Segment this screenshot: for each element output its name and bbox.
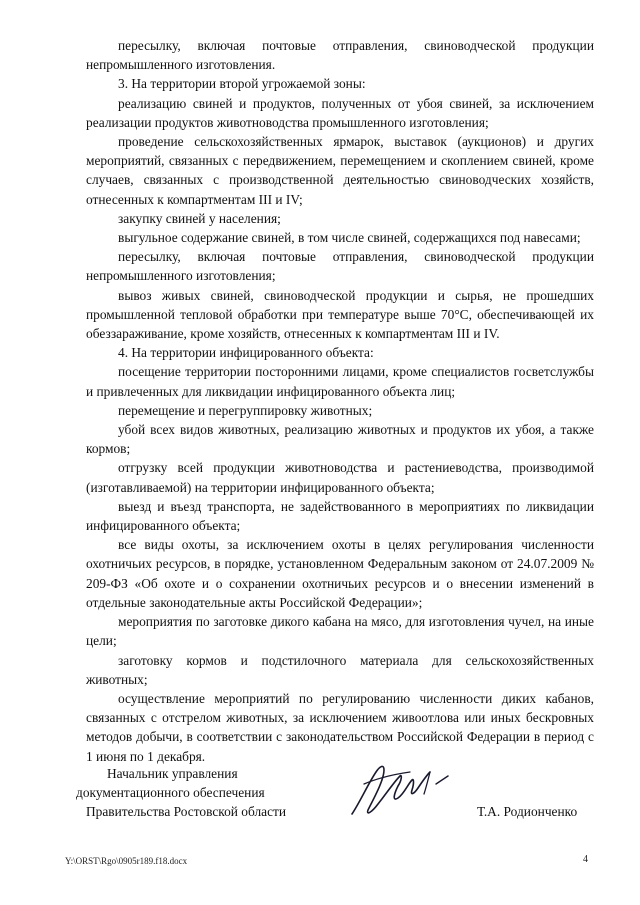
paragraph: все виды охоты, за исключением охоты в целях регулирования численности охотничьих ресурсов, в порядке, установленном Федеральным законом от 24.07.2009 № 209-ФЗ «Об охоте и о сохранении охотничьих ресурсов и о внесении изменений в отдельные законодательные акты Российской Федерации»; <box>86 537 594 610</box>
signatory-position-line: Правительства Ростовской области <box>86 804 287 819</box>
signatory-position-line: документационного обеспечения <box>76 785 265 800</box>
paragraph: заготовку кормов и подстилочного материала для сельскохозяйственных животных; <box>86 652 594 687</box>
paragraph: мероприятия по заготовке дикого кабана на мясо, для изготовления чучел, на иные цели; <box>86 614 594 649</box>
signatory-name: Т.А. Родионченко <box>477 804 578 819</box>
handwritten-signature <box>338 754 458 826</box>
paragraph: закупку свиней у населения; <box>118 210 281 226</box>
paragraph: осуществление мероприятий по регулированию численности диких кабанов, связанных с отстрелом животных, за исключением живоотлова или иных бескровных методов добычи, в соответствии с законодательством Российской Федерации в период с 1 июня по 1 декабря. <box>86 690 594 764</box>
paragraph: проведение сельскохозяйственных ярмарок, выставок (аукционов) и других мероприятий, связанных с передвижением, перемещением и скоплением свиней, кроме случаев, связанных с производственной деятельностью свиноводческих хозяйств, отнесенных к компартментам III и IV; <box>86 134 594 207</box>
page-number: 4 <box>583 854 588 865</box>
paragraph: пересылку, включая почтовые отправления, свиноводческой продукции непромышленного изготовления. <box>86 38 594 73</box>
signatory-position-line: Начальник управления <box>107 766 238 781</box>
paragraph: реализацию свиней и продуктов, полученных от убоя свиней, за исключением реализации продуктов животноводства промышленного изготовления; <box>86 95 594 130</box>
paragraph: выезд и въезд транспорта, не задействованного в мероприятиях по ликвидации инфицированного объекта; <box>86 498 594 534</box>
paragraph: пересылку, включая почтовые отправления, свиноводческой продукции непромышленного изготовления; <box>86 249 594 284</box>
section-heading: 4. На территории инфицированного объекта: <box>118 345 374 361</box>
section-heading: 3. На территории второй угрожаемой зоны: <box>118 76 366 92</box>
paragraph: отгрузку всей продукции животноводства и растениеводства, производимой (изготавливаемой) на территории инфицированного объекта; <box>86 460 594 495</box>
paragraph: посещение территории посторонними лицами, кроме специалистов госветслужбы и привлеченных для ликвидации инфицированного объекта лиц; <box>86 364 594 399</box>
paragraph: убой всех видов животных, реализацию животных и продуктов их убоя, а также кормов; <box>86 422 594 457</box>
footer-file-path: Y:\ORST\Rgo\0905r189.f18.docx <box>65 856 188 866</box>
paragraph: перемещение и перегруппировку животных; <box>118 402 373 418</box>
paragraph: выгульное содержание свиней, в том числе свиней, содержащихся под навесами; <box>118 230 581 246</box>
paragraph: вывоз живых свиней, свиноводческой продукции и сырья, не прошедших промышленной тепловой обработки при температуре выше 70°C, обеспечивающей их обеззараживание, кроме хозяйств, отнесенных к компартментам III и IV. <box>86 287 594 342</box>
